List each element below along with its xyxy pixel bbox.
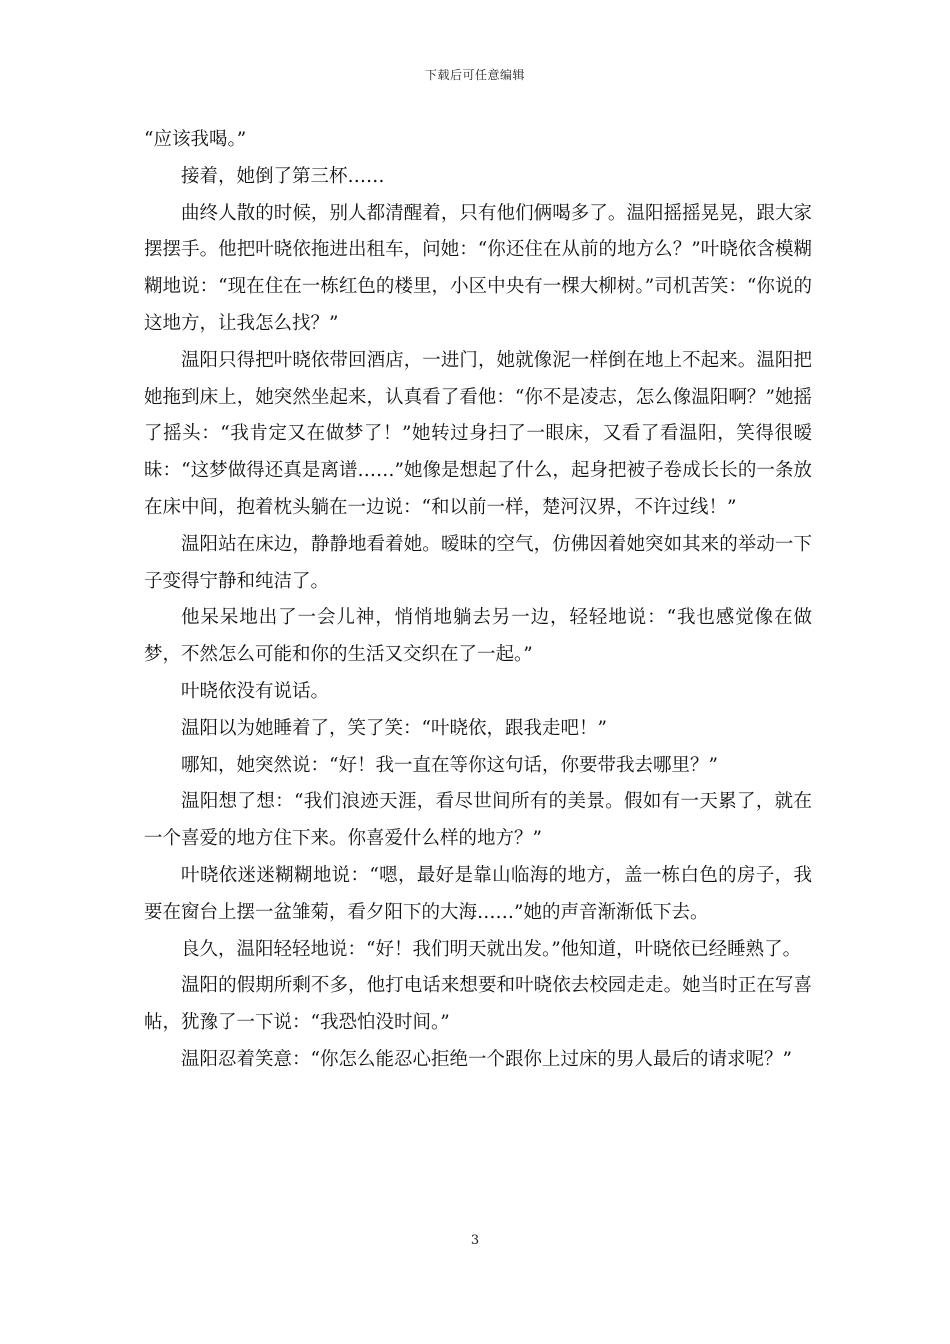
paragraph: 温阳以为她睡着了，笑了笑：“叶晓依，跟我走吧！”	[181, 717, 607, 739]
paragraph: “应该我喝。”	[144, 129, 247, 150]
paragraph: 温阳只得把叶晓依带回酒店，一进门，她就像泥一样倒在地上不起来。温阳把她拖到床上，她突然坐起来，认真看了看他：“你不是凌志，怎么像温阳啊？”她摇了摇头：“我肯定又在做梦了！”她转过身扫了一眼床，又看了看温阳，笑得很暧昧：“这梦做得还真是离谱……”她像是想起了什么，起身把被子卷成长长的一条放在床中间，抱着枕头躺在一边说：“和以前一样，楚河汉界，不许过线！”	[144, 349, 812, 518]
paragraph: 接着，她倒了第三杯……	[181, 165, 385, 187]
page-number: 3	[470, 1233, 480, 1248]
paragraph: 良久，温阳轻轻地说：“好！我们明天就出发。”他知道，叶晓依已经睡熟了。	[181, 938, 802, 960]
paragraph: 哪知，她突然说：“好！我一直在等你这句话，你要带我去哪里？”	[181, 754, 718, 776]
paragraph: 温阳想了想：“我们浪迹天涯，看尽世间所有的美景。假如有一天累了，就在一个喜爱的地方住下来。你喜爱什么样的地方？”	[144, 791, 812, 850]
body-text	[144, 122, 812, 1079]
paragraph: 温阳的假期所剩不多，他打电话来想要和叶晓依去校园走走。她当时正在写喜帖，犹豫了一下说：“我恐怕没时间。”	[144, 975, 812, 1034]
paragraph: 叶晓依没有说话。	[181, 680, 330, 702]
paragraph: 叶晓依迷迷糊糊地说：“嗯，最好是靠山临海的地方，盖一栋白色的房子，我要在窗台上摆一盆雏菊，看夕阳下的大海……”她的声音渐渐低下去。	[144, 864, 812, 923]
page-header: 下载后可任意编辑	[424, 68, 525, 82]
paragraph: 温阳站在床边，静静地看着她。暧昧的空气，仿佛因着她突如其来的举动一下子变得宁静和纯洁了。	[144, 533, 812, 592]
paragraph: 他呆呆地出了一会儿神，悄悄地躺去另一边，轻轻地说：“我也感觉像在做梦，不然怎么可能和你的生活又交织在了一起。”	[144, 607, 812, 666]
paragraph: 温阳忍着笑意：“你怎么能忍心拒绝一个跟你上过床的男人最后的请求呢？”	[181, 1048, 792, 1070]
paragraph: 曲终人散的时候，别人都清醒着，只有他们俩喝多了。温阳摇摇晃晃，跟大家摆摆手。他把叶晓依拖进出租车，问她：“你还住在从前的地方么？”叶晓依含模糊糊地说：“现在住在一栋红色的楼里，小区中央有一棵大柳树。”司机苦笑：“你说的这地方，让我怎么找？”	[144, 202, 812, 334]
